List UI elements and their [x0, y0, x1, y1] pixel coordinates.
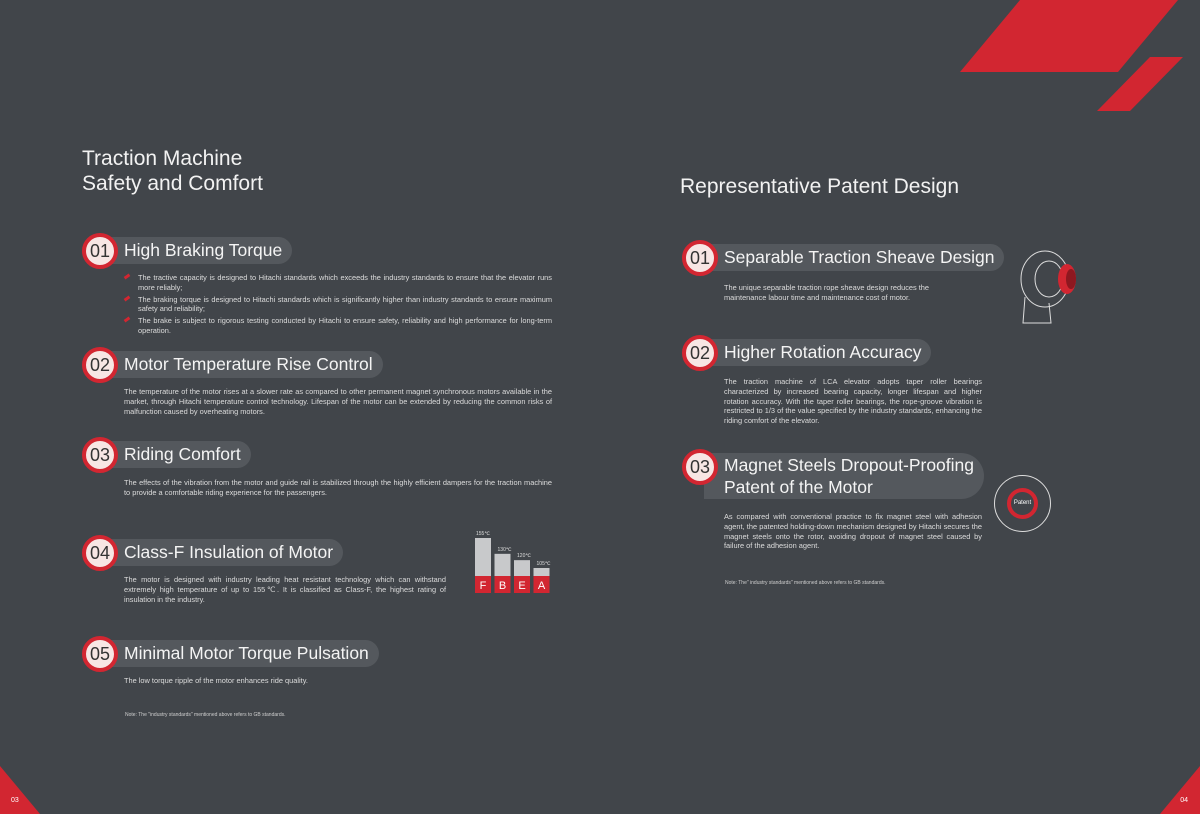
section-text: The temperature of the motor rises at a slower rate as compared to other permanent magnet synchronous motors available in the market, through Hitachi temperature control technology. Lifespan of the motor can be extended by reducing the common risks of malfunction caused by overheating motors.	[124, 387, 552, 416]
number-badge: 01	[82, 233, 118, 269]
bullet-list	[122, 273, 552, 338]
section-text: The low torque ripple of the motor enhances ride quality.	[124, 676, 308, 685]
number-badge: 02	[82, 347, 118, 383]
section-heading: Minimal Motor Torque Pulsation	[104, 640, 379, 667]
section-text: The effects of the vibration from the motor and guide rail is stabilized through the highly efficient dampers for the traction machine to provide a comfortable riding experience for the passengers.	[124, 478, 552, 497]
category-label: A	[537, 580, 546, 592]
patent-emblem	[994, 475, 1051, 532]
bullet-icon	[124, 274, 131, 280]
insulation-class-chart	[470, 524, 555, 596]
number-badge: 02	[682, 335, 718, 371]
bullet-icon	[124, 295, 131, 301]
bar-B	[495, 554, 511, 576]
section-heading: Motor Temperature Rise Control	[104, 351, 383, 378]
category-label: F	[479, 580, 487, 592]
heading-line-1: Magnet Steels Dropout-Proofing	[724, 455, 974, 475]
number-badge: 01	[682, 240, 718, 276]
section-heading: Higher Rotation Accuracy	[704, 339, 931, 366]
bullet-text: The brake is subject to rigorous testing conducted by Hitachi to ensure safety, reliability and high performance for long-term operation.	[138, 316, 552, 335]
number-badge: 04	[82, 535, 118, 571]
value-label: 120℃	[517, 553, 531, 560]
category-label: E	[518, 580, 526, 592]
page-title-right: Representative Patent Design	[680, 175, 959, 198]
bar-E	[514, 560, 530, 576]
value-label: 130℃	[497, 546, 512, 553]
number-badge: 03	[682, 449, 718, 485]
footnote-right: Note: The" industry standards" mentioned above refers to GB standards.	[725, 580, 886, 586]
section-text: The unique separable traction rope sheave design reduces the maintenance labour time and maintenance cost of motor.	[724, 283, 930, 302]
bullet-text: The tractive capacity is designed to Hitachi standards which exceeds the industry standards to ensure that the elevator runs more reliably;	[138, 273, 552, 292]
category-label: B	[498, 580, 507, 592]
section-heading: Class-F Insulation of Motor	[104, 539, 343, 566]
title-line-2: Safety and Comfort	[82, 172, 263, 195]
section-text: The motor is designed with industry leading heat resistant technology which can withstand extremely high temperature of up to 155℃. It is classified as Class-F, the highest rating of insulation in the industry.	[124, 575, 446, 604]
bullet-item	[122, 316, 552, 336]
footnote-left: Note: The "industry standards" mentioned above refers to GB standards.	[125, 712, 286, 718]
patent-label: Patent	[1007, 488, 1038, 519]
page-number-right: 04	[1180, 797, 1188, 804]
number-badge: 05	[82, 636, 118, 672]
section-heading: Separable Traction Sheave Design	[704, 244, 1004, 271]
bullet-item	[122, 273, 552, 293]
bullet-item	[122, 295, 552, 315]
heading-line-2: Patent of the Motor	[724, 477, 873, 497]
title-line-1: Traction Machine	[82, 147, 243, 170]
page-number-left: 03	[11, 797, 19, 804]
traction-sheave-illustration	[1015, 247, 1085, 327]
section-text: The traction machine of LCA elevator adopts taper roller bearings characterized by increased bearing capacity, longer lifespan and higher rotation accuracy. With the taper roller bearings, the rope-groove vibration is restricted to 1/3 of the value specified by the industry standards, enhancing the riding comfort of the elevator.	[724, 377, 982, 426]
value-label: 105℃	[536, 561, 551, 567]
number-badge: 03	[82, 437, 118, 473]
section-heading	[704, 453, 984, 499]
bullet-text: The braking torque is designed to Hitachi standards which is significantly higher than industry standards to ensure maximum safety and reliability;	[138, 294, 552, 314]
section-heading: High Braking Torque	[104, 237, 292, 264]
bar-A	[534, 568, 550, 576]
bullet-icon	[124, 317, 131, 323]
bar-F	[475, 538, 491, 576]
section-heading: Riding Comfort	[104, 441, 251, 468]
section-text: As compared with conventional practice to fix magnet steel with adhesion agent, the patented holding-down mechanism designed by Hitachi secures the magnet steels onto the rotor, avoiding dropout of magnet steel caused by failure of the adhesion agent.	[724, 512, 982, 551]
page-title-left	[82, 146, 263, 196]
value-label: 155℃	[476, 531, 490, 537]
